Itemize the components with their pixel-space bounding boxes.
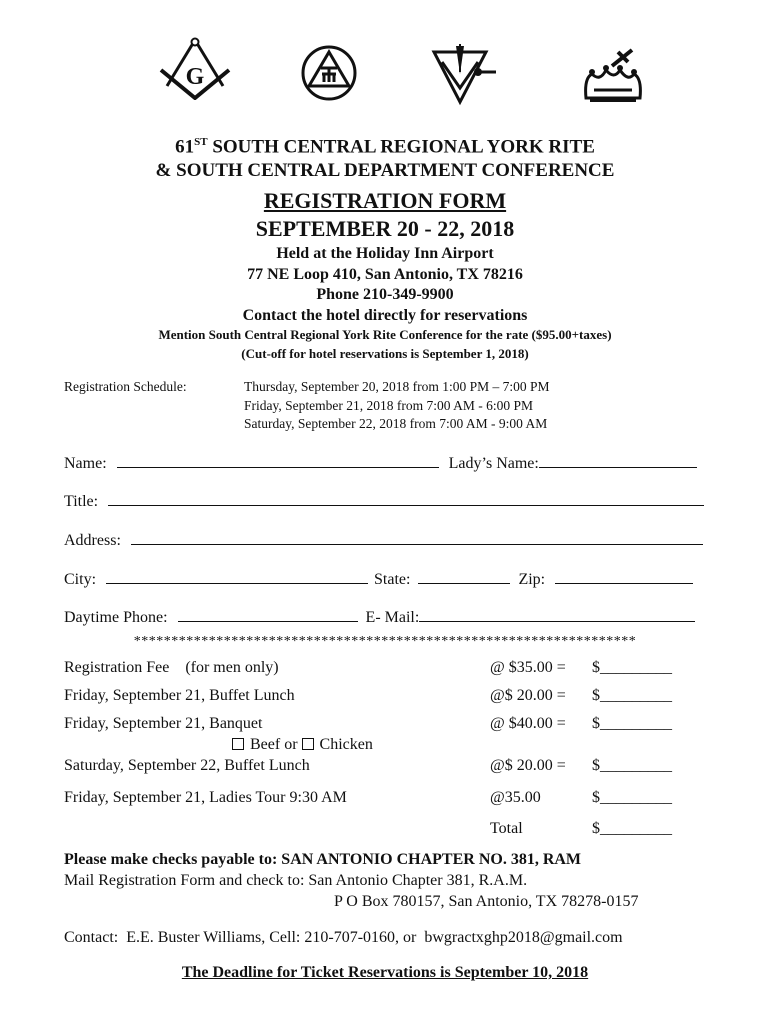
- form-title: REGISTRATION FORM: [263, 188, 507, 213]
- mail-to-note: Mail Registration Form and check to: San Antonio Chapter 381, R.A.M.: [64, 872, 528, 889]
- fee-amount[interactable]: $_________: [592, 789, 672, 806]
- zip-label: Zip:: [518, 571, 546, 588]
- council-trowel-triangle-icon: [430, 44, 500, 115]
- deadline-note: The Deadline for Ticket Reservations is September 10, 2018: [181, 964, 589, 981]
- fee-amount[interactable]: $_________: [592, 757, 672, 774]
- chicken-label: Chicken: [319, 736, 373, 753]
- contact-note: Contact: E.E. Buster Williams, Cell: 210-707-0160, or bwgractxghp2018@gmail.com: [64, 929, 623, 946]
- conference-title-line2: & SOUTH CENTRAL DEPARTMENT CONFERENCE: [155, 160, 615, 181]
- fee-price: @35.00: [490, 789, 541, 806]
- fee-item: Friday, September 21, Buffet Lunch: [64, 687, 295, 704]
- name-label: Name:: [64, 455, 107, 472]
- contact-hotel-note: Contact the hotel directly for reservations: [242, 307, 528, 324]
- separator: *******************************************************************: [133, 634, 637, 649]
- beef-checkbox[interactable]: [232, 738, 244, 750]
- state-field[interactable]: [418, 569, 510, 584]
- rate-note: Mention South Central Regional York Rite Conference for the rate ($95.00+taxes): [158, 327, 612, 342]
- daytime-phone-label: Daytime Phone:: [64, 609, 168, 626]
- banquet-choice: [232, 736, 373, 754]
- daytime-phone-field[interactable]: [178, 607, 358, 622]
- fee-item: Saturday, September 22, Buffet Lunch: [64, 757, 310, 774]
- svg-text:G: G: [185, 64, 205, 90]
- po-box: P O Box 780157, San Antonio, TX 78278-0157: [334, 893, 639, 910]
- address-field[interactable]: [131, 530, 703, 545]
- fee-amount[interactable]: $_________: [592, 659, 672, 676]
- schedule-item: Thursday, September 20, 2018 from 1:00 PM – 7:00 PM: [244, 379, 550, 394]
- schedule-label: Registration Schedule:: [64, 379, 187, 394]
- royal-arch-triple-tau-icon: [300, 44, 358, 107]
- fee-price: @ $35.00 =: [490, 659, 566, 676]
- venue-address: 77 NE Loop 410, San Antonio, TX 78216: [247, 266, 523, 283]
- email-label: E- Mail:: [365, 609, 420, 626]
- zip-field[interactable]: [555, 569, 693, 584]
- city-field[interactable]: [106, 569, 368, 584]
- square-and-compass-icon: [155, 36, 235, 105]
- chicken-checkbox[interactable]: [302, 738, 314, 750]
- fee-amount[interactable]: $_________: [592, 715, 672, 732]
- title-label: Title:: [64, 493, 99, 510]
- beef-label: Beef or: [250, 736, 298, 753]
- cutoff-note: (Cut-off for hotel reservations is September 1, 2018): [241, 346, 529, 361]
- email-field[interactable]: [419, 607, 695, 622]
- city-label: City:: [64, 571, 97, 588]
- event-dates: SEPTEMBER 20 - 22, 2018: [255, 216, 515, 241]
- schedule-item: Saturday, September 22, 2018 from 7:00 AM - 9:00 AM: [244, 416, 548, 431]
- address-label: Address:: [64, 532, 121, 549]
- ladys-name-field[interactable]: [539, 453, 697, 468]
- conference-title-line1: 61ST SOUTH CENTRAL REGIONAL YORK RITE: [175, 136, 595, 158]
- templar-crown-and-cross-icon: [578, 48, 648, 113]
- title-field[interactable]: [108, 491, 704, 506]
- fee-item: Friday, September 21, Banquet: [64, 715, 263, 732]
- payable-note: Please make checks payable to: SAN ANTONIO CHAPTER NO. 381, RAM: [64, 851, 582, 868]
- total-label: Total: [490, 820, 523, 837]
- name-field[interactable]: [117, 453, 439, 468]
- fee-price: @$ 20.00 =: [490, 687, 566, 704]
- ladys-name-label: Lady’s Name:: [448, 455, 539, 472]
- fee-item: Registration Fee (for men only): [64, 659, 279, 676]
- fee-price: @ $40.00 =: [490, 715, 566, 732]
- fee-item: Friday, September 21, Ladies Tour 9:30 AM: [64, 789, 347, 806]
- fee-amount[interactable]: $_________: [592, 687, 672, 704]
- venue-phone: Phone 210-349-9900: [316, 286, 454, 303]
- state-label: State:: [374, 571, 411, 588]
- schedule-item: Friday, September 21, 2018 from 7:00 AM - 6:00 PM: [244, 398, 533, 413]
- fee-price: @$ 20.00 =: [490, 757, 566, 774]
- venue: Held at the Holiday Inn Airport: [276, 245, 494, 262]
- total-amount[interactable]: $_________: [592, 820, 672, 837]
